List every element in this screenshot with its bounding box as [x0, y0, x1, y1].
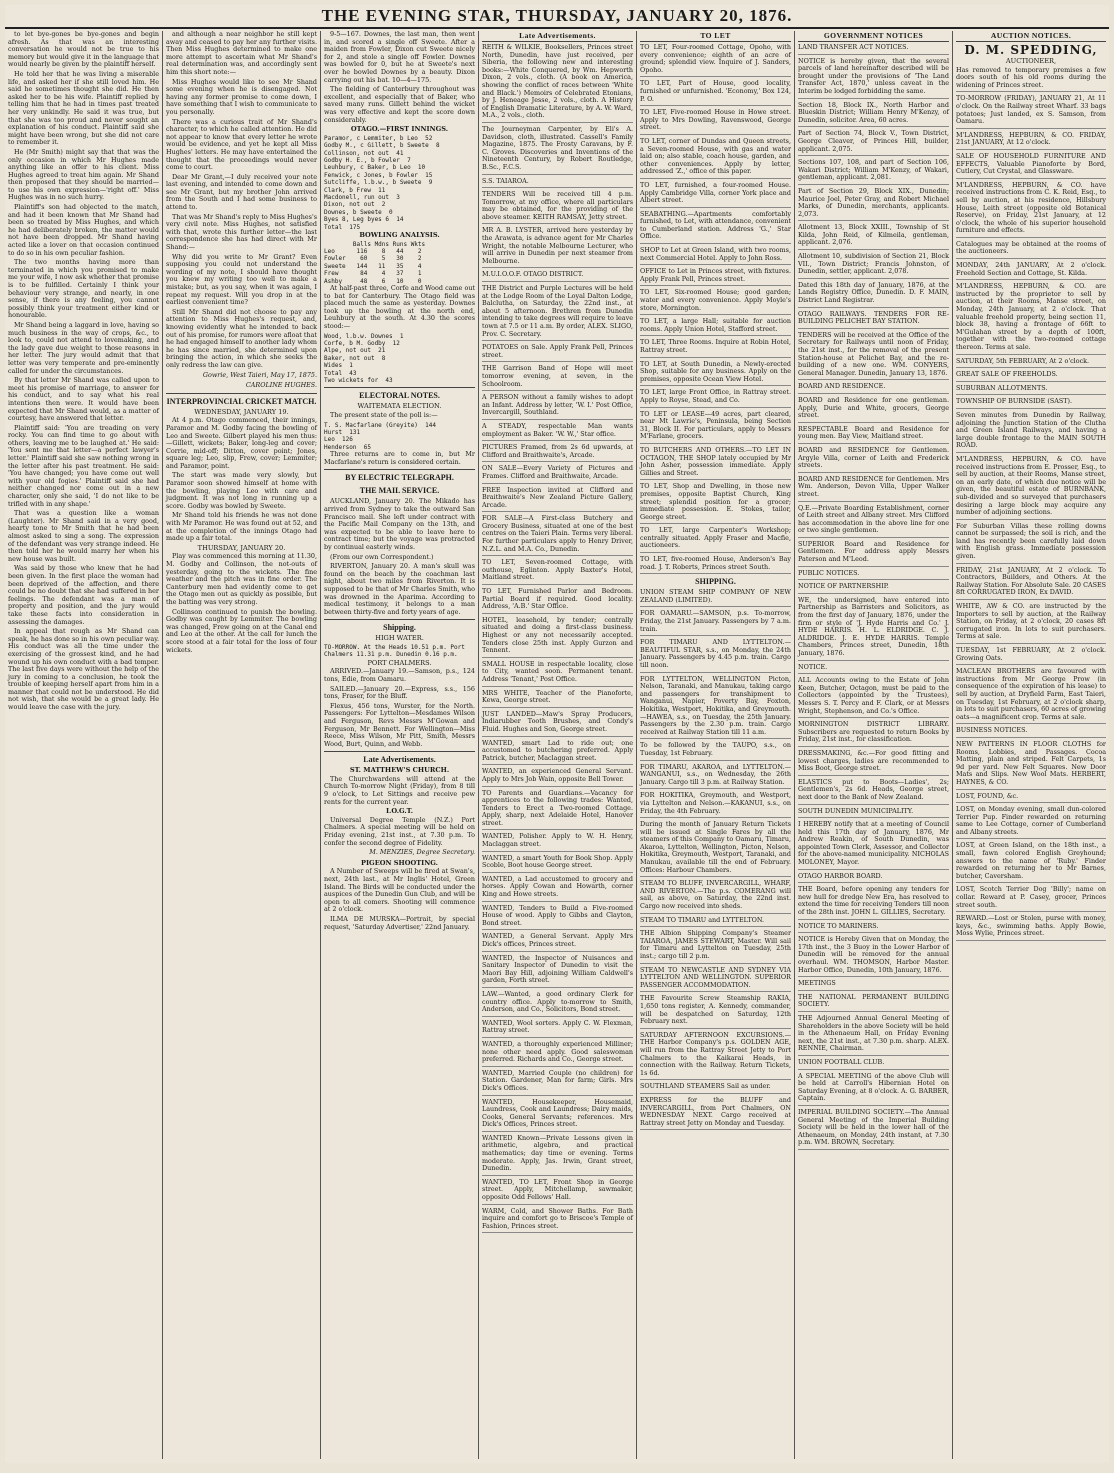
cricket-text — [166, 417, 317, 543]
government-notices — [798, 44, 949, 1150]
advertisement: TO BUTCHERS AND OTHERS.—TO LET IN OCTAGON, THE SHOP lately occupied by Mr John Asher, possession immediate. Apply Gillies and Street. — [640, 447, 791, 480]
church-title: ST. MATTHEW'S CHURCH. — [349, 766, 450, 775]
advertisement: FOR TIMARU, AKAROA, and LYTTELTON.—WANGANUI, s.s., on Wednesday, the 26th January. Cargo till 3 p.m. at Railway Station. — [640, 764, 791, 790]
paragraph: He told her that he was living a miserable life, and asked her if she still loved him. He said he sometimes thought she did. He then asked her to be his wife. Plaintiff replied by telling him that he had in times past treated her very unkindly. He said it was true, but that she was too proud and never sought an explanation of his conduct. Plaintiff said she might have been wrong, but she did not care to remember it. — [8, 69, 159, 147]
advertisement: TO LET, a large Hall; suitable for auction rooms. Apply Union Hotel, Stafford street. — [640, 318, 791, 336]
notice: BOARD and RESIDENCE for Gentlemen. Argyle Villa, corner of Leith and Frederick streets. — [798, 447, 949, 473]
column-6 — [795, 31, 953, 1459]
bowling-table: Balls Mdns Runs Wkts Leo 116 8 44 2 Fowler 60 5 30 2 Sweete 144 11 35 4 Frew 84 4 37 1 Ashby 48 6 10 0 — [324, 240, 426, 285]
notice: I HEREBY notify that at a meeting of Council held this 17th day of January, 1876, Mr Andrew Reakin, of South Dunedin, was appointed Town Clerk, Assessor, and Collector for the above-named municipality. NICHOLAS MOLONEY, Mayor. — [798, 821, 949, 870]
advertisement: S.S. TAIAROA. — [482, 178, 633, 189]
auction-notice: M'LANDRESS, HEPBURN, & CO. have received instructions from C. K. Reid, Esq., to sell by auction, at his residence, Hillsbury House, Leith street (opposite old Botanical Reserve), on Friday, 21st January, at 12 o'clock, the whole of his superior household furniture and effects. — [956, 182, 1106, 238]
advertisement: STEAM TO TIMARU and LYTTELTON. — [640, 917, 791, 928]
paragraph: That was Mr Shand's reply to Miss Hughes's very civil note. Miss Hughes, not satisfied with that, wrote this further letter—the last correspondence she has had direct with Mr Shand:— — [166, 212, 317, 252]
telegraph-title: BY ELECTRIC TELEGRAPH. — [345, 473, 454, 483]
advertisement: TO LET, at South Dunedin, a Newly-erected Shop, suitable for any business. Apply on the premises, opposite Ocean View Hotel. — [640, 361, 791, 387]
canterbury-table: Wood, l.b.w. Downes 1 Corfe, b M. Godby 12 Alpe, not out 21 Baker, not out 8 Wides 1 Total 43 — [324, 332, 404, 377]
notice: WE, the undersigned, have entered into Partnership as Barristers and Solicitors, as from the first day of January, 1876, under the firm or style of 'J. Hyde Harris and Co.' J. HYDE HARRIS. H. L. ELDRIDGE. C. J. ALDRIDGE. J. E. HYDE HARRIS. Temple Chambers, Princes street, Dunedin, 18th January, 1876. — [798, 597, 949, 661]
notice: PUBLIC NOTICES. — [798, 570, 949, 581]
advertisement: To be followed by the TAUPO, s.s., on Tuesday, 1st February. — [640, 742, 791, 760]
high-water-title: HIGH WATER. — [375, 634, 424, 643]
advertisement: WANTED, the Inspector of Nuisances and Sanitary Inspector of Dunedin to visit the Maori Bay Hill, adjoining William Caldwell's garden, Forth street. — [482, 955, 633, 988]
auction-notice: WHITE, AW & CO. are instructed by the Importers to sell by auction, at the Railway Station, on Friday, at 2 o'clock, 20 cases 8ft corrugated iron. In lots to suit purchasers. Terms at sale. — [956, 603, 1106, 644]
advertisement: WANTED, TO LET, Front Shop in George street. Apply, Mitchellamp, sawmaker, opposite Odd Fellows' Hall. — [482, 1179, 633, 1205]
paragraph: Dear Mr Grant,—I duly received your note last evening, and intended to come down and see Mr Grant, but my brother John arrived from the South and I had some business to attend to. — [166, 172, 317, 212]
notice: NOTICE is hereby given, that the several parcels of land hereinafter described will be brought under the provisions of 'The Land Transfer Act, 1870,' unless caveat in the Interim be lodged forbidding the same. — [798, 58, 949, 99]
paragraph: That was a question like a woman (Laughter). Mr Shand said in a very good, hearty tone to Mr Smith that he had been almost asked to sing a song. The expression of the defendant was very strange indeed. He then told her he would marry her when his new house was built. — [8, 509, 159, 563]
paragraph: Miss Hughes would like to see Mr Shand some evening when he is disengaged. Not having any former promise to come down, I have something that I wish to communicate to you personally. — [166, 77, 317, 116]
advertisement: TO LET, Furnished Parlor and Bedroom. Partial Board if required. Good locality. Address, 'A.B.' Star Office. — [482, 588, 633, 614]
notice: BOARD AND RESIDENCE for Gentlemen. Mrs Wm. Anderson, Devon Villa, Upper Walker street. — [798, 476, 949, 502]
electoral-note: Three returns are to come in, but Mr Macfarlane's return is considered certain. — [324, 450, 475, 466]
paragraph: to let bye-gones be bye-gones and begin afresh. As that was an interesting conversation he would not be true to his memory but would give it in the language that would nearly be given by the plaintiff herself. — [8, 31, 159, 69]
paragraph: ARRIVED.—January 19.—Samson, p.s., 124 tons, Edie, from Oamaru. — [324, 667, 475, 683]
paragraph: and although a near neighbor he still kept away and ceased to pay her any further visits. Then Miss Hughes determined to make one more attempt to ascertain what Mr Shand's real determination was, and accordingly sent him this short note:— — [166, 31, 317, 76]
advertisement: STEAM TO NEWCASTLE AND SYDNEY VIA LYTTELTON AND WELLINGTON. SUPERIOR PASSENGER ACCOMMODATION. — [640, 967, 791, 993]
advertisement: WANTED, smart Lad to ride out; one accustomed to butchering preferred. Apply Patrick, butcher, Maclaggan street. — [482, 740, 633, 766]
auction-notice: REWARD.—Lost or Stolen, purse with money, keys, &c., swimming baths. Apply Bowie, Moss Wylie, Princes street. — [956, 915, 1106, 941]
paragraph: Was said by those who knew that he had been given. In the first place the woman had been deprived of the affection, and there could be no doubt that she had suffered in her feelings. The defendant was a man of property and position, and the jury would take these facts into consideration in assessing the damages. — [8, 564, 159, 626]
wickets-line: Two wickets for 43 — [324, 377, 393, 385]
paragraph: At 4 p.m. Otago commenced, their innings, Paramor and M. Godby facing the bowling of Leo and Sweete. Gilbert played his men thus:—Gillett, wickets; Baker, long-leg and cover; Corrie, mid-off; Ditton, cover point; Jones, square leg; Leo, slip, Frew, cover; Lemmiter; and Paramor, point. — [166, 416, 317, 470]
column-4 — [479, 31, 637, 1459]
advertisement: UNION STEAM SHIP COMPANY OF NEW ZEALAND (LIMITED). — [640, 589, 791, 607]
notice: MORNINGTON DISTRICT LIBRARY. Subscribers are requested to return Books by Friday, 21st inst., for classification. — [798, 721, 949, 747]
electoral-title: ELECTORAL NOTES. — [359, 391, 440, 401]
notice: THE Adjourned Annual General Meeting of Shareholders in the above Society will be held in the Athenaeum Hall, on Friday Evening next, the 21st inst., at 7.30 p.m. sharp. ALEX. RENNIE, Chairman. — [798, 1015, 949, 1056]
advertisement: PICTURES Framed, from 2s 6d upwards, at Clifford and Braithwaite's, Arcade. — [482, 444, 633, 462]
auction-notice: BUSINESS NOTICES. — [956, 727, 1106, 738]
column-5 — [637, 31, 795, 1459]
advertisement: During the month of January Return Tickets will be issued at Single Fares by all the steamers of this Company to Oamaru, Timaru, Akaroa, Lyttelton, Wellington, Picton, Nelson, Hokitika, Greymouth, Westport, Taranaki, and Manukau, available till the end of February. Offices: Harbour Chambers. — [640, 821, 791, 877]
advertisement: The Journeyman Carpenter, by Eli's A. Davidson, cloth, illustrated. Cassell's Family Magazine, 1875. The Frosty Caravans, by F. C. Groves. Discoveries and Inventions of the Nineteenth Century, by Robert Routledge, B.Sc., F.C.S. — [482, 126, 633, 175]
advertisement: EXPRESS for the BLUFF and INVERCARGILL, from Port Chalmers, ON WEDNESDAY NEXT. Cargo received at Rattray street Jetty on Monday and Tuesday. — [640, 1097, 791, 1130]
cricket-date-2: THURSDAY, JANUARY 20. — [197, 543, 286, 552]
advertisement: ON SALE—Every Variety of Pictures and Frames. Clifford and Braithwaite, Arcade. — [482, 465, 633, 483]
masthead: THE EVENING STAR, THURSDAY, JANUARY 20, 1876. — [5, 5, 1109, 29]
paragraph: Still Mr Shand did not choose to pay any attention to Miss Hughes's request, and, knowing evidently what he intended to back out of his promise, for rumors were afloat that he had engaged himself to another lady whom he has since married, she determined upon bringing the action, in which she seeks the only redress the law can give. — [166, 307, 317, 369]
notice: IMPERIAL BUILDING SOCIETY.—The Annual General Meeting of the Imperial Building Society will be held in the lower hall of the Athenaeum, on Monday, 24th instant, at 7.30 p.m. WM. BROWN, Secretary. — [798, 1109, 949, 1150]
advertisement: REITH & WILKIE, Booksellers, Princes street North, Dunedin, have just received, per Siberia, the following new and interesting books:—White Conquered, by Wm. Hepworth Dixon, 2 vols., cloth. (A book on America, showing the conflict of races between 'White and Black.') Memoirs of Celebrated Etonians, by J. Heneage Jesse, 2 vols., cloth. A History of English Dramatic Literature, by A. W. Ward, M.A., 2 vols., cloth. — [482, 44, 633, 123]
column-7 — [953, 31, 1109, 1459]
late-ads-title: Late Advertisements. — [363, 755, 436, 765]
paragraph: Mr Shand being a laggard in love, having so much business in the way of crops, &c., to look to, could not attend to lovemaking, and the lady gave due weight to those reasons in her letter. The jury would admit that that letter was very temperate and pre-eminently called for under the circumstances. — [8, 320, 159, 375]
column-5-header: TO LET — [640, 31, 791, 42]
auction-notices — [956, 67, 1106, 941]
mail-title: THE MAIL SERVICE. — [359, 486, 440, 496]
advertisement: TO LET, large Carpenter's Workshop; centrally situated. Apply Fraser and Macfie, auctioneers. — [640, 527, 791, 553]
column-1 — [5, 31, 163, 1459]
notice: MEETINGS — [798, 980, 949, 991]
advertisement: TO LET, Four-roomed Cottage, Opoho, with every convenience; eighth of an acre of ground; splendid view. Inquire of J. Sanders, Opoho. — [640, 44, 791, 77]
iogt-title: I.O.G.T. — [385, 807, 414, 816]
column-4-ads — [482, 44, 633, 1233]
advertisement: FOR OAMARU.—SAMSON, p.s. To-morrow, Friday, the 21st January. Passengers by 7 a.m. train. — [640, 610, 791, 636]
column-7-header: AUCTION NOTICES. — [956, 31, 1106, 42]
auction-notice: TO-MORROW (FRIDAY), JANUARY 21, At 11 o'clock. On the Railway street Wharf. 33 bags potatoes; Just landed, ex S. Samson, from Oamaru. — [956, 95, 1106, 128]
notice: NOTICE. — [798, 664, 949, 675]
advertisement: TO LET, Five-roomed House in Howe street. Apply to Mrs Dowling, Ravenswood, George street. — [640, 109, 791, 135]
column-4-header: Late Advertisements. — [482, 31, 633, 42]
notice: TENDERS will be received at the Office of the Secretary for Railways until noon of Friday, the 21st inst., for the removal of the present Station-house at Pelichet Bay, and the re-building of a new one. WM. CONYERS, General Manager. Dunedin, January 13, 1876. — [798, 332, 949, 381]
newspaper-page — [5, 5, 1109, 1463]
telegraph-text — [324, 498, 475, 616]
notice: Section 18, Block IX., North Harbor and Blueskin District; William Henry M'Kenzy, of Dunedin, solicitor. Area, 60 acres. — [798, 102, 949, 128]
notice: SUPERIOR Board and Residence for Gentlemen. For address apply Messrs Paterson and M'Leod. — [798, 541, 949, 567]
advertisement: MRS WHITE, Teacher of the Pianoforte, Kewa, George street. — [482, 690, 633, 708]
bowling-title: BOWLING ANALYSIS. — [359, 231, 440, 239]
advertisement: MR A. B. LYSTER, arrived here yesterday by the Arawata, is advance agent for Mr Charles Wright, the notable Melbourne Lecturer, who will arrive in Dunedin per next steamer from Melbourne. — [482, 227, 633, 268]
notice: A SPECIAL MEETING of the above Club will be held at Carroll's Hibernian Hotel on Saturday Evening, at 8 o'clock. A. G. BARBER, Captain. — [798, 1073, 949, 1106]
paragraph: Play was commenced this morning at 11.30, M. Godby and Collinson, the not-outs of yesterday, going to the wickets. The fine weather and the pitch was in fine order. The Canterbury men had evidently come to get the Otago men out as quickly as possible, but the batting was very strong. — [166, 552, 317, 606]
columns — [5, 31, 1109, 1461]
letter-text — [166, 31, 317, 370]
notice: THE Board, before opening any tenders for new hull for dredge New Era, has resolved to extend the time for receiving Tenders till noon of the 28th inst. JOHN L. GILLIES, Secretary. — [798, 886, 949, 919]
advertisement: TO LET, furnished, a four-roomed House. Apply Cambridge Villa, corner York place and Albert street. — [640, 182, 791, 208]
notice: Sections 107, 108, and part of Section 106, Wakari District; William M'Kenzy, of Wakari, gentleman, applicant. 2,081. — [798, 159, 949, 185]
notice: SOUTH DUNEDIN MUNICIPALITY. — [798, 808, 949, 819]
column-6-header: GOVERNMENT NOTICES — [798, 31, 949, 42]
notice: BOARD and Residence for one gentleman. Apply, Durie and White, grocers, George street. — [798, 397, 949, 423]
advertisement: WANTED, a thoroughly experienced Milliner; none other need apply. Good saleswoman preferred. Richards and Co., George street. — [482, 1041, 633, 1067]
advertisement: WANTED, an experienced General Servant. Apply to Mrs Job Wain, opposite Bell Tower. — [482, 768, 633, 786]
pigeon-title: PIGEON SHOOTING. — [361, 858, 438, 867]
advertisement: FREE Inspection invited at Clifford and Braithwaite's New Zealand Picture Gallery, Arcade. — [482, 487, 633, 513]
advertisement: FOR TIMARU AND LYTTELTON.—BEAUTIFUL STAR, s.s., on Monday, the 24th January. Passengers by 4.45 p.m. train. Cargo till noon. — [640, 639, 791, 672]
notice: OTAGO HARBOR BOARD. — [798, 873, 949, 884]
auction-notice: NEW PATTERNS IN FLOOR CLOTHS for Rooms, Lobbies, and Passages. Cocoa Matting, plain and striped. Felt Carpets, 1s 9d per yard. New Felt Squares. New Door Mats and Slips. New Wool Mats. HERBERT, HAYNES, & CO. — [956, 741, 1106, 790]
advertisement: SMALL HOUSE in respectable locality, close to City, wanted soon. Permanent tenant. Address 'Tenant,' Post Office. — [482, 661, 633, 687]
auction-notice: Catalogues may be obtained at the rooms of the auctioneers. — [956, 241, 1106, 259]
auction-notice: TOWNSHIP OF BURNSIDE (SAST). — [956, 398, 1106, 409]
auction-notice: M'LANDRESS, HEPBURN, & CO. have received instructions from E. Prosser, Esq., to sell by auction, at their Rooms, Manse street, on an early date, of which due notice will be given, the beautiful estate of BURNBANK, sub-divided and so surveyed that purchasers desiring a large block may acquire any number of adjoining sections. — [956, 456, 1106, 520]
auction-notice: SUBURBAN ALLOTMENTS. — [956, 385, 1106, 396]
advertisement: WANTED, a General Servant. Apply Mrs Dick's offices, Princes street. — [482, 933, 633, 951]
high-water-table: TO-MORROW. At the Heads 10.51 p.m. Port Chalmers 11.31 p.m. Dunedin 0.16 p.m. — [324, 643, 465, 659]
advertisement: M.U.I.O.O.F. OTAGO DISTRICT. — [482, 271, 633, 282]
auction-notice: LOST, on Monday evening, small dun-colored Terrier Pup. Finder rewarded on returning same to Lee Cottage, corner of Cumberland and Albany streets. — [956, 806, 1106, 839]
score-table: Paramor, c Lemmiter, b Leo 52 Godby M., c Gillett, b Sweete 8 Collinson, not out 41 Godby H. E., b Fowler 7 Leuhbury, c Baker, b Leo 10 Fenwick, c Jones, b Fowler 15 Sutcliffe, l.b.w., b Sweete 9 Clark, b Frew 11 Macdonell, run out 3 Dixon, not out 2 Downes, b Sweete 0 Byes 8, Leg byes 6 14 Total 175 — [324, 134, 440, 231]
advertisement: POTATOES on Sale. Apply Frank Pell, Princes street. — [482, 344, 633, 362]
advertisement: SHOP to Let at Green Island, with two rooms, next Commercial Hotel. Apply to John Ross. — [640, 247, 791, 265]
advertisement: THE Garrison Band of Hope will meet tomorrow evening, at seven, in the Schoolroom. — [482, 365, 633, 391]
auction-notice: Has removed to temporary premises a few doors south of his old rooms during the widening of Princes street. — [956, 67, 1106, 93]
notice: ALL Accounts owing to the Estate of John Keen, Butcher, Octagon, must be paid to the Collectors (appointed by the Trustees), Messrs S. T. Percy and F. Clark, or at Messrs Wright, Stephenson, and Co.'s Office. — [798, 677, 949, 718]
notice: Part of Section 74, Block V., Town District, George Cleaver, of Princes Hill, builder, applicant. 2,075. — [798, 130, 949, 156]
paragraph: The start was made very slowly, but Paramor soon showed himself at home with the bowling, playing Leo with care and judgment. It was not long in running up a score. Godby was bowled by Sweete. — [166, 471, 317, 510]
advertisement: THE Favourite Screw Steamship RAKIA, 1,650 tons register, A. Kennedy, commander, will be despatched on Saturday, 12th February next. — [640, 995, 791, 1028]
shipping-ads-title: SHIPPING. — [695, 577, 736, 587]
electoral-text: The present state of the poll is:— — [330, 411, 438, 420]
advertisement: A PERSON without a family wishes to adopt an Infant. Address by letter, 'W. I.' Post Office, Invercargill, Southland. — [482, 394, 633, 420]
spedding-sub: AUCTIONEER, — [1005, 57, 1057, 65]
advertisement: TO LET, corner of Dundas and Queen streets, a Seven-roomed House, with gas and water laid on; also stable, coach house, garden, and other conveniences. Apply by letter, addressed 'Z.,' office of this paper. — [640, 138, 791, 179]
advertisement: TO LET, Shop and Dwelling, in those new premises, opposite Baptist Church, King street; splendid position for a grocer; immediate possession. E. Stokes, tailor, George street. — [640, 483, 791, 524]
paragraph: SAILED.—January 20.—Express, s.s., 156 tons, Fraser, for the Bluff. — [324, 684, 475, 701]
advertisement: FOR LYTTELTON, WELLINGTON Picton, Nelson, Taranaki, and Manukau, taking cargo and passengers for transhipment to Wanganui, Napier, Poverty Bay, Foxton, Hokitika, Westport, Hokitika, and Greymouth.—HAWEA, s.s., on Tuesday, the 25th January. Passengers by the 2.30 p.m. train. Cargo received at Railway Station till 11 a.m. — [640, 676, 791, 740]
to-let-ads — [640, 44, 791, 574]
pigeon-text: A Number of Sweeps will be fired at Swan's, next, 24th last., at Mr Inglis' Hotel, Green Island. The Birds will be conducted under the auspices of the Dunedin Gun Club, and will be open to all comers. Shooting will commence at 2 o'clock. — [324, 867, 475, 914]
paragraph: Collinson continued to punish the bowling. Godby was caught by Lemmiter. The bowling was changed, Frew going on at the Canal end and Leo at the other. At the call for lunch the score stood at a fair total for the loss of four wickets. — [166, 607, 317, 654]
advertisement: WARM, Cold, and Shower Baths. For Bath inquire and comfort go to Briscoe's Temple of Fashion, Princes street. — [482, 1208, 633, 1234]
auction-notice: GREAT SALE OF FREEHOLDS. — [956, 371, 1106, 382]
notice: Part of Section 29, Block XIX., Dunedin; Maurice Joel, Peter Gray, and Robert Michael Marks, of Dunedin, merchants, applicants. 2,073. — [798, 188, 949, 221]
advertisement: TO LET, Seven-roomed Cottage, with outhouse, Eglinton. Apply Baxter's Hotel, Maitland street. — [482, 559, 633, 585]
cricket-thursday-text — [166, 553, 317, 654]
auction-notice: FRIDAY, 21st JANUARY, At 2 o'clock. To Contractors, Builders, and Others. At the Railway Station. For Absolute Sale. 20 CASES 8ft CORRUGATED IRON, Ex DAVID. — [956, 567, 1106, 600]
advertisement: WANTED, Wool sorters. Apply C. W. Flexman, Rattray street. — [482, 1020, 633, 1038]
paragraph: AUCKLAND, January 20. The Mikado has arrived from Sydney to take the outward San Francisco mail. She left under contract with the Pacific Mail Company on the 13th, and was expected to be able to leave here to contract time; but the voyage was protracted by continual easterly winds. — [324, 497, 475, 551]
advertisement: TO LET, large Front Office, in Rattray street. Apply to Royse, Stead, and Co. — [640, 389, 791, 407]
auction-notice: For Suburban Villas these rolling downs cannot be surpassed; the soil is rich, and the land has recently been carefully laid down with English grass. Immediate possession given. — [956, 523, 1106, 564]
advertisement: WANTED, Housekeeper, Housemaid, Laundress, Cook and Laundress; Dairy maids, Cooks, General Servants; references. Mrs Dick's Offices, Princes street. — [482, 1099, 633, 1132]
paragraph: Plaintiff said: 'You are treading on very rocky. You can find time to go about with others, leaving me to be laughed at.' He said: 'You sent me that letter—a perfect lawyer's letter.' Plaintiff said she saw nothing wrong in the letter after his past treatment. He said: 'You have changed; you have come out well with your old fogies.' Plaintiff said she had neither changed nor come out in a new character, only she said, 'I do not like to be trifled with in any shape.' — [8, 423, 159, 508]
advertisement: HOTEL, leasehold, by tender; centrally situated and doing a first-class business. Highest or any not necessarily accepted. Tenders close 25th inst. Apply Gurzon and Tennent. — [482, 617, 633, 658]
notice: RESPECTABLE Board and Residence for young men. Bay View, Maitland street. — [798, 426, 949, 444]
advertisement: WANTED, Tenders to Build a Five-roomed House of wood. Apply to Gibbs and Clayton, Bond street. — [482, 905, 633, 931]
advertisement: TO LET, Part of House, good locality, furnished or unfurnished. 'Economy,' Box 124, P. O. — [640, 80, 791, 106]
advertisement: THE District and Purple Lectures will be held at the Lodge Room of the Loyal Dalton Lodge, Balclutha, on Saturday, the 22nd inst., at about 5 afternoon. Brethren from Dunedin intending to take degrees will require to leave town at 7.5 or 11 a.m. By order, ALEX. SLIGO, Prov. C. Secretary. — [482, 285, 633, 341]
notice: LAND TRANSFER ACT NOTICES. — [798, 44, 949, 55]
advertisement: THE Albion Shipping Company's Steamer TAIAROA, JAMES STEWART, Master. Will sail for Timaru and Lyttelton on Tuesday, 25th inst.; cargo till 2 p.m. — [640, 930, 791, 963]
paragraph: The two months having more than terminated in which you promised to make me your wife, I now ask whether that promise is to be fulfilled. Certainly I think your behaviour very strange, and nearly, in one sense, if there is any feeling, you cannot possibly think your treatment either kind or honourable. — [8, 258, 159, 320]
shipping-ads — [640, 589, 791, 1130]
cricket-title: INTERPROVINCIAL CRICKET MATCH. — [166, 396, 317, 406]
auction-notice: LOST, Scotch Terrier Dog 'Billy'; name on collar. Reward at P. Casey, grocer, Princes street south. — [956, 886, 1106, 912]
paragraph: Why did you write to Mr Grant? Even supposing you could not understand the wording of my note, I should have thought you knew my writing too well to make a mistake; but, as you say, when it was again, I repeat my request. Will you drop in at the earliest convenient time? — [166, 252, 317, 307]
shipping-title: Shipping. — [383, 623, 416, 633]
iogt-text: Universal Degree Temple (N.Z.) Port Chalmers. A special meeting will be held on Friday evening, 21st inst., at 7.30 p.m. To confer the second degree of Fidelity. — [324, 815, 475, 847]
paragraph: There was a curious trait of Mr Shand's character, to which he called attention. He did not appear to know that every letter he wrote would be evidence, and yet he kept all Miss Hughes' letters. He may have entertained the thought that the proceedings would never come to court. — [166, 117, 317, 172]
advertisement: STEAM TO BLUFF, INVERCARGILL, WHARF, AND RIVERTON.—The p.s. COMERANG will sail, as above, on Saturday, the 22nd inst. Cargo now received into sheds. — [640, 880, 791, 913]
auction-notice: SATURDAY, 5th FEBRUARY, At 2 o'clock. — [956, 358, 1106, 369]
auction-notice: SALE OF HOUSEHOLD FURNITURE AND EFFECTS, Valuable Pianoforte by Bord, Cutlery, Cut Crystal, and Glassware. — [956, 153, 1106, 179]
advertisement: FOR HOKITIKA, Greymouth, and Westport, via Lyttelton and Nelson.—KAKANUI, s.s., on Friday, the 4th February. — [640, 792, 791, 818]
column-1-text — [8, 31, 159, 712]
cricket-continued — [324, 31, 475, 124]
paragraph: He (Mr Smith) might say that that was the only occasion in which Mr Hughes made anything like an offer to his client. Miss Hughes agreed to treat him again. Mr Shand then proposed that they should be married—to use his own expression—'right off.' Miss Hughes was in no such hurry. — [8, 147, 159, 202]
advertisement: SEABATHING.—Apartments comfortably furnished, to Let, with attendance, convenient to Cumberland station. Address 'G.,' Star Office. — [640, 211, 791, 244]
shipping-text — [324, 668, 475, 748]
notice: NOTICE TO MARINERS. — [798, 923, 949, 934]
notice: DRESSMAKING, &c.—For good fitting and lowest charges, ladies are recommended to Miss Boot, George street. — [798, 750, 949, 776]
cricket-date-1: WEDNESDAY, JANUARY 19. — [194, 407, 289, 416]
paragraph: In appeal that rough as Mr Shand can speak, he has done so in his own peculiar way. His conduct was all the time under the exercising of the grossest kind, and he had wound up his own conduct with a bad temper. The last five days were without the help of the jury in coming to a conclusion, he took the trouble of keeping herself apart from him in a manner that could not be understood. He did not wish, that she would be a great lady. He would leave the case with the jury. — [8, 627, 159, 712]
auction-notice: M'LANDRESS, HEPBURN, & CO. are instructed by the proprietor to sell by auction, at their Rooms, Manse street, on Monday, 24th January, at 2 o'clock. That valuable freehold property, being section 11, block 38, having a frontage of 66ft to M'Gulahan street by a depth of 100ft, together with the two-roomed cottage thereon. Terms at sale. — [956, 283, 1106, 354]
paragraph: (From our own Correspondent.) — [330, 552, 434, 561]
advertisement: FOR SALE—A First-class Butchery and Grocery Business, situated at one of the best centres on the Taieri Plain. Terms very liberal. For further particulars apply to Henry Driver, N.Z.L. and M.A. Co., Dunedin. — [482, 515, 633, 556]
notice: OTAGO RAILWAYS. TENDERS FOR RE-BUILDING PELICHET BAY STATION. — [798, 311, 949, 329]
advertisement: SATURDAY AFTERNOON EXCURSIONS.—THE Harbor Company's p.s. GOLDEN AGE, will run from the Rattray Street Jetty to Port Chalmers to the Kaikarai Heads, in connection with the Railway. Return Tickets, 1s 6d. — [640, 1032, 791, 1081]
paragraph: Plaintiff's son had objected to the match, and had it been known that Mr Shand had been so treated by Miss Hughes, and which he had deliberately broken, the matter would not have been dropped. Mr Shand having acted like a lover on that occasion continued to do so in his own peculiar fashion. — [8, 203, 159, 257]
notice: THE NATIONAL PERMANENT BUILDING SOCIETY. — [798, 994, 949, 1012]
score-title: OTAGO.—FIRST INNINGS. — [350, 125, 449, 134]
electoral-table: T. S. Macfarlane (Greyite) 144 Hurst 131 Leo 126 Henderson 65 — [324, 421, 436, 451]
column-3 — [321, 31, 479, 1459]
notice: Allotment 10, subdivision of Section 21, Block VII., Town District; Francis Johnston, of Dunedin, settler, applicant. 2,078. — [798, 253, 949, 279]
advertisement: WANTED, Married Couple (no children) for Station. Gardener, Man for farm; Girls. Mrs Dick's Offices. — [482, 1070, 633, 1096]
advertisement: TO LET, five-roomed House, Anderson's Bay road. J. T. Roberts, Princes street South. — [640, 556, 791, 574]
advertisement: TO LET or LEASE—49 acres, part cleared, near Mt Lawrie's, Peninsula, being Section 31, Block II. For particulars, apply to Messrs M'Farlane, grocers. — [640, 411, 791, 444]
electoral-sub: WAITEMATA ELECTION. — [357, 402, 442, 411]
notice: NOTICE is Hereby Given that on Monday, the 17th inst., the 3 Buoy in the Lower Harbor of Dunedin will be removed for the annual overhaul. WM. THOMSON, Harbor Master. Harbor Office, Dunedin, 10th January, 1876. — [798, 936, 949, 977]
notice: BOARD AND RESIDENCE. — [798, 383, 949, 394]
paragraph: By that letter Mr Shand was called upon to meet his promise of marriage, to answer for his conduct, and to say what his real intentions then were. It would have been expected that Mr Shand would, as a matter of courtesy, have answered that letter. — [8, 376, 159, 423]
paragraph: At half-past three, Corfe and Wood came out to bat for Canterbury. The Otago field was placed much the same as yesterday. Downes took up the bowling at the north end, Leuhbury at the south. At 4.30 the scores stood:— — [324, 284, 475, 330]
advertisement: TO LET, Three Rooms. Inquire at Robin Hotel, Rattray street. — [640, 339, 791, 357]
notice: NOTICE OF PARTNERSHIP. — [798, 583, 949, 594]
notice: UNION FOOTBALL CLUB. — [798, 1059, 949, 1070]
auction-notice: LOST, at Green Island, on the 18th inst., a small, fawn colored English Greyhound; answers to the name of 'Ruby.' Finder rewarded on returning her to Mr Barnes, butcher, Caversham. — [956, 842, 1106, 883]
advertisement: OFFICE to Let in Princes street, with fixtures. Apply Frank Pell, Princes street. — [640, 268, 791, 286]
port-title: PORT CHALMERS. — [367, 658, 432, 667]
advertisement: WANTED, a Lad accustomed to grocery and horses. Apply Cowan and Howarth, corner King and Howe streets. — [482, 876, 633, 902]
paragraph: The fielding of Canterbury throughout was excellent, and especially that of Baker, who saved many runs. Gillett behind the wicket was very effective and kept the score down considerably. — [324, 85, 475, 124]
auction-notice: MACLEAN BROTHERS are favoured with instructions from Mr George Prow (in consequence of the expiration of his lease) to sell by auction, at Dryfield Farm, East Taieri, on Tuesday, 1st February, at 2 o'clock sharp, in lots to suit purchasers, 60 acres of growing oats—a magnificent crop. Terms at sale. — [956, 668, 1106, 724]
canterbury-text — [324, 285, 475, 331]
auction-notice: Seven minutes from Dunedin by Railway, adjoining the Junction Station of the Clutha and Green Island Railways, and having a large double frontage to the MAIN SOUTH ROAD. — [956, 412, 1106, 453]
auction-notice: M'LANDRESS, HEPBURN, & CO. FRIDAY, 21st JANUARY, At 12 o'clock. — [956, 132, 1106, 150]
auction-notice: TUESDAY, 1st FEBRUARY, At 2 o'clock. Growing Oats. — [956, 647, 1106, 665]
advertisement: TO LET, Six-roomed House; good garden; water and every convenience. Apply Moyle's store, Mornington. — [640, 289, 791, 315]
last-ad: ILMA DE MURSKA—Portrait, by special request, 'Saturday Advertiser,' 22nd January. — [324, 914, 475, 931]
advertisement: JUST LANDED—Maw's Spray Producers, Indiarubber Tooth Brushes, and Condy's Fluid. Hughes and Son, George street. — [482, 711, 633, 737]
letter-signature-place: Gowrie, West Taieri, May 17, 1875. — [202, 370, 317, 379]
notice: Allotment 13, Block XXIII., Township of St Kilda, John Reid, of Kilmeila, gentleman, applicant. 2,076. — [798, 224, 949, 250]
advertisement: TENDERS Will be received till 4 p.m. Tomorrow, at my office, where all particulars may be obtained, for the providing of the above steamer. KEITH RAMSAY, Jetty street. — [482, 191, 633, 224]
paragraph: RIVERTON, January 20. A man's skull was found on the beach by the coachman last night, about two miles from Riverton. It is supposed to be that of Mr Charles Smith, who was drowned in the Aparima. According to medical testimony, it belongs to a man between thirty-five and forty years of age. — [324, 562, 475, 616]
notice: ELASTICS put to Boots—Ladies', 2s; Gentlemen's, 2s 6d. Heads, George street, next door to the Bank of New Zealand. — [798, 779, 949, 805]
paragraph: 9-5—167. Downes, the last man, then went in, and scored a single off Sweete. After a maiden from Fowler, Dixon cut Sweete nicely for 2, and stole a single off Fowler. Downes was bowled for 0, but he at Sweete's next over he bowled Downes by a beauty. Dixon carrying out his bat. 10—4—175. — [324, 31, 475, 84]
auction-notice: MONDAY, 24th JANUARY, At 2 o'clock. Freehold Section and Cottage, St. Kilda. — [956, 262, 1106, 280]
advertisement: TO Parents and Guardians.—Vacancy for apprentices to the following trades: Wanted, Tenders to Erect a Two-roomed Cottage. Apply, sharp, next Adelaide Hotel, Hanover street. — [482, 790, 633, 831]
spedding-name: D. M. SPEDDING, — [964, 43, 1098, 57]
notice: Q.E.—Private Boarding Establishment, corner of Leith street and Albany street. Mrs Clifford has accommodation in the above line for one or two single gentlemen. — [798, 505, 949, 538]
advertisement: WANTED, Polisher. Apply to W. H. Henry, Maclaggan street. — [482, 833, 633, 851]
paragraph: Mr Shand told his friends he was not done with Mr Paramor. He was found out at 52, and at the completion of the innings Otago had made up a fair total. — [166, 511, 317, 543]
column-2 — [163, 31, 321, 1459]
advertisement: SOUTHLAND STEAMERS Sail as under. — [640, 1083, 791, 1094]
advertisement: A STEADY, respectable Man wants employment as Baker. 'W. W.,' Star office. — [482, 423, 633, 441]
letter-signature-name: CAROLINE HUGHES. — [245, 381, 317, 390]
notice: Dated this 18th day of January, 1876, at the Lands Registry Office, Dunedin. D. F. MAIN, District Land Registrar. — [798, 282, 949, 308]
iogt-signature: M. MENZIES, Degree Secretary. — [369, 848, 475, 857]
advertisement: WANTED, a smart Youth for Book Shop. Apply Scoble, Boot house George street. — [482, 855, 633, 873]
church-text: The Churchwardens will attend at the Church To-morrow Night (Friday), from 8 till 9 o'clock, to Let Sittings and receive pew rents for the current year. — [324, 774, 475, 806]
auction-notice: LOST, FOUND, &c. — [956, 793, 1106, 804]
advertisement: WANTED Known—Private Lessons given in arithmetic, algebra, and practical mathematics; day time or evening. Terms moderate. Apply, Jas. Irwin, Grant street, Dunedin. — [482, 1135, 633, 1176]
paragraph: Flexus, 456 tons, Wurster, for the North. Passengers: For Lyttelton—Mesdames Wilson and Ferguson, Revs Messrs M'Gowan and Ferguson, Mr Bennett. For Wellington—Miss Reece, Miss Wilson, Mr Pitt, Smith, Messrs Wood, Burt, Quinn, and Webb. — [324, 701, 475, 748]
advertisement: LAW.—Wanted, a good ordinary Clerk for country office. Apply to-morrow to Smith, Anderson, and Co., Solicitors, Bond street. — [482, 991, 633, 1017]
